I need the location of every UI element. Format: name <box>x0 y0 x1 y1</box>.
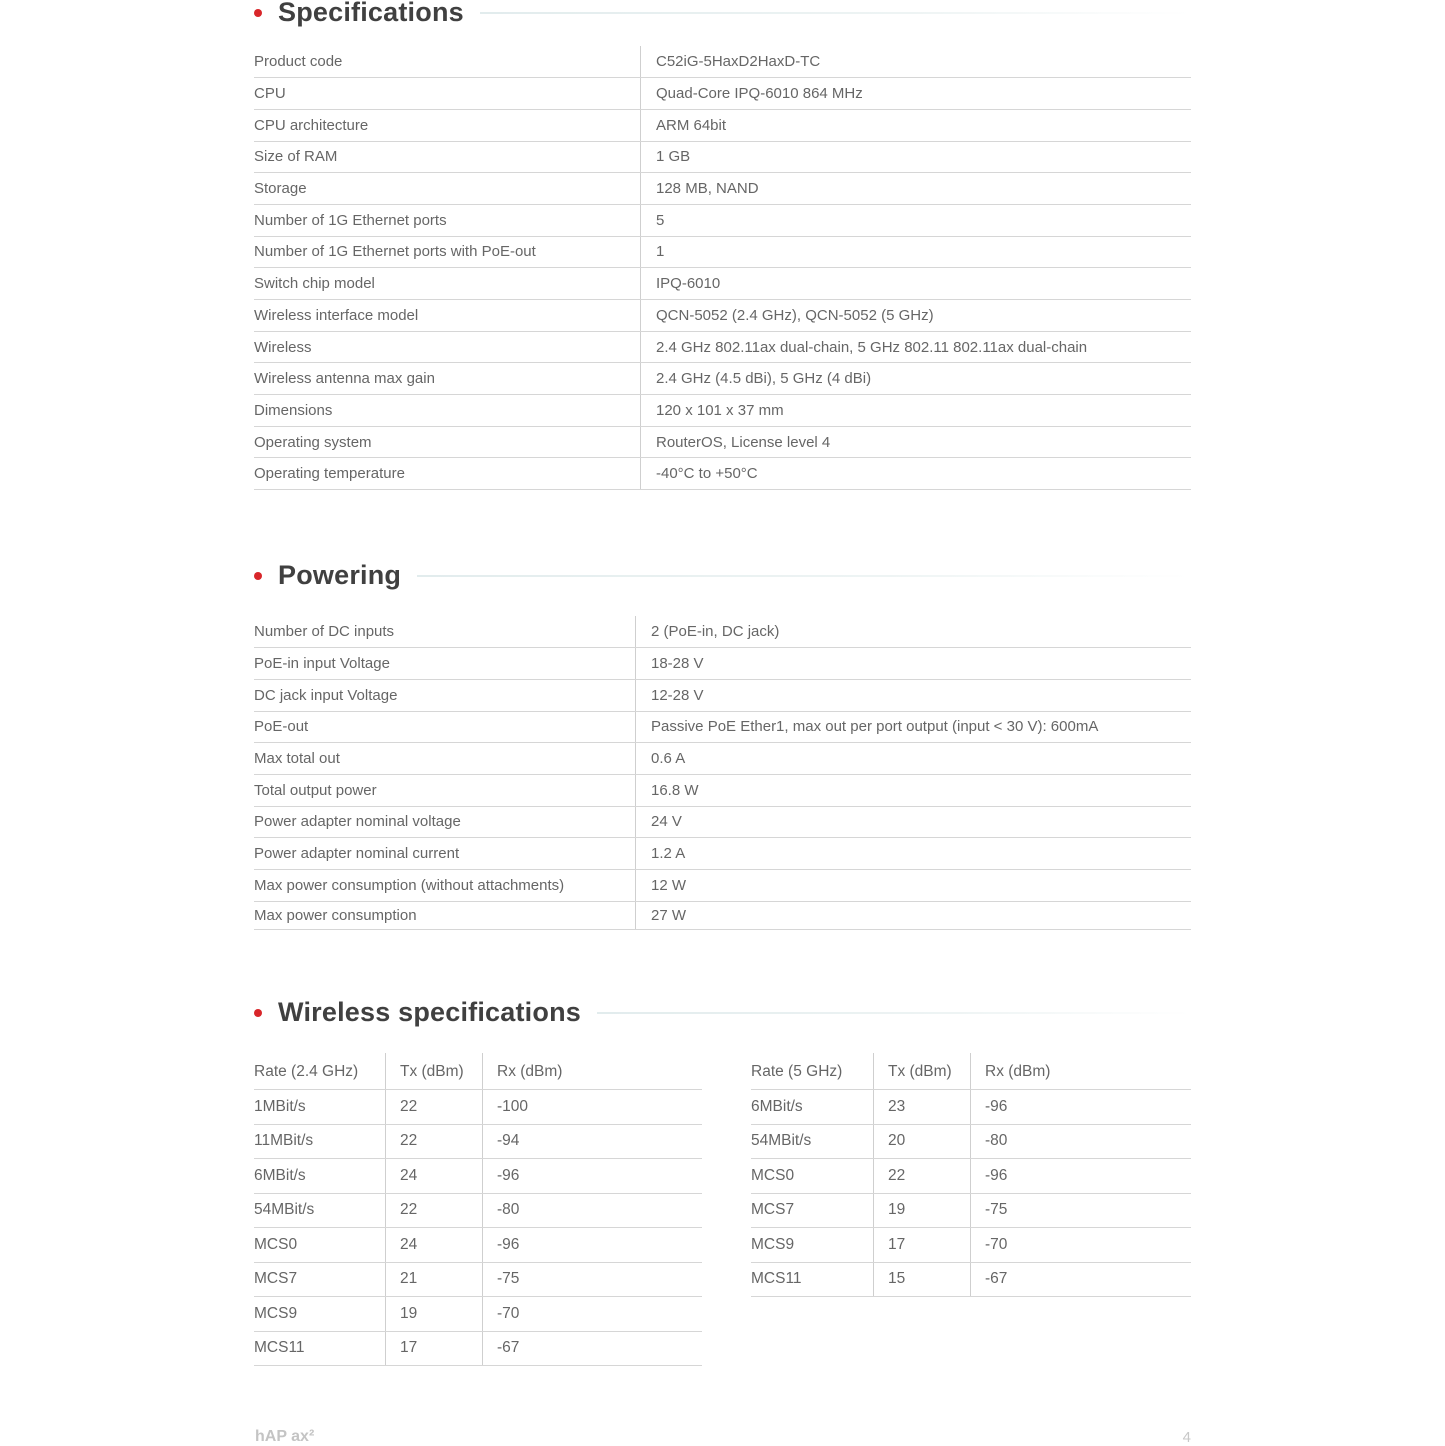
table-row <box>254 1124 702 1159</box>
spec-value: ARM 64bit <box>641 109 1192 141</box>
bullet-icon <box>254 572 262 580</box>
rate-cell: MCS11 <box>751 1262 874 1297</box>
spec-label: Max power consumption <box>254 901 636 929</box>
rate-cell: 54MBit/s <box>751 1124 874 1159</box>
page-number: 4 <box>1182 1429 1191 1446</box>
spec-value: 2 (PoE-in, DC jack) <box>636 616 1192 648</box>
column-header-rx: Rx (dBm) <box>971 1053 1192 1090</box>
spec-label: Size of RAM <box>254 141 641 173</box>
table-row <box>254 78 1191 110</box>
tx-cell: 22 <box>386 1090 483 1125</box>
table-row <box>254 648 1191 680</box>
spec-label: Number of 1G Ethernet ports with PoE-out <box>254 236 641 268</box>
tx-cell: 22 <box>386 1193 483 1228</box>
spec-label: Number of DC inputs <box>254 616 636 648</box>
tx-cell: 17 <box>386 1331 483 1366</box>
table-row <box>751 1193 1191 1228</box>
spec-label: Storage <box>254 173 641 205</box>
spec-value: 12 W <box>636 870 1192 902</box>
spec-label: Wireless antenna max gain <box>254 363 641 395</box>
tx-cell: 19 <box>874 1193 971 1228</box>
spec-value: 2.4 GHz 802.11ax dual-chain, 5 GHz 802.11 802.11ax dual-chain <box>641 331 1192 363</box>
spec-label: Operating system <box>254 426 641 458</box>
rx-cell: -67 <box>483 1331 703 1366</box>
spec-label: Power adapter nominal current <box>254 838 636 870</box>
wireless-table-2-4ghz <box>254 1053 702 1366</box>
table-row <box>751 1262 1191 1297</box>
spec-value: -40°C to +50°C <box>641 458 1192 490</box>
spec-label: CPU architecture <box>254 109 641 141</box>
table-row <box>254 743 1191 775</box>
tx-cell: 19 <box>386 1297 483 1332</box>
column-header-rx: Rx (dBm) <box>483 1053 703 1090</box>
table-row <box>254 300 1191 332</box>
section-title-powering: Powering <box>278 560 402 590</box>
table-row <box>254 1228 702 1263</box>
spec-label: PoE-in input Voltage <box>254 648 636 680</box>
spec-value: 27 W <box>636 901 1192 929</box>
spec-label: Switch chip model <box>254 268 641 300</box>
rate-cell: MCS11 <box>254 1331 386 1366</box>
spec-value: 1 GB <box>641 141 1192 173</box>
rx-cell: -80 <box>483 1193 703 1228</box>
table-row <box>254 268 1191 300</box>
rate-cell: 6MBit/s <box>751 1090 874 1125</box>
spec-label: DC jack input Voltage <box>254 679 636 711</box>
table-row <box>254 1090 702 1125</box>
spec-value: 5 <box>641 204 1192 236</box>
bullet-icon <box>254 1009 262 1017</box>
spec-value: 120 x 101 x 37 mm <box>641 395 1192 427</box>
spec-value: 1.2 A <box>636 838 1192 870</box>
rate-cell: 54MBit/s <box>254 1193 386 1228</box>
tx-cell: 17 <box>874 1228 971 1263</box>
spec-value: 0.6 A <box>636 743 1192 775</box>
table-row <box>254 1297 702 1332</box>
spec-label: CPU <box>254 78 641 110</box>
tx-cell: 24 <box>386 1159 483 1194</box>
rate-cell: MCS9 <box>254 1297 386 1332</box>
tx-cell: 15 <box>874 1262 971 1297</box>
spec-label: Max total out <box>254 743 636 775</box>
spec-label: Max power consumption (without attachments) <box>254 870 636 902</box>
rx-cell: -96 <box>971 1090 1192 1125</box>
tx-cell: 20 <box>874 1124 971 1159</box>
section-header-wireless <box>254 997 1191 1028</box>
table-row <box>254 426 1191 458</box>
table-row <box>254 616 1191 648</box>
spec-value: IPQ-6010 <box>641 268 1192 300</box>
table-header-row <box>254 1053 702 1090</box>
section-title-wireless: Wireless specifications <box>278 997 581 1027</box>
powering-table <box>254 616 1191 930</box>
table-row <box>254 173 1191 205</box>
rx-cell: -94 <box>483 1124 703 1159</box>
rx-cell: -96 <box>483 1159 703 1194</box>
section-header-specifications <box>254 0 1191 28</box>
spec-value: Passive PoE Ether1, max out per port output (input < 30 V): 600mA <box>636 711 1192 743</box>
table-row <box>254 363 1191 395</box>
spec-value: 16.8 W <box>636 774 1192 806</box>
spec-value: 1 <box>641 236 1192 268</box>
tx-cell: 22 <box>386 1124 483 1159</box>
spec-label: PoE-out <box>254 711 636 743</box>
tx-cell: 21 <box>386 1262 483 1297</box>
rx-cell: -80 <box>971 1124 1192 1159</box>
column-header-tx: Tx (dBm) <box>874 1053 971 1090</box>
rate-cell: MCS9 <box>751 1228 874 1263</box>
rx-cell: -100 <box>483 1090 703 1125</box>
table-row <box>751 1090 1191 1125</box>
rate-cell: MCS0 <box>254 1228 386 1263</box>
rate-cell: 1MBit/s <box>254 1090 386 1125</box>
tx-cell: 24 <box>386 1228 483 1263</box>
rx-cell: -67 <box>971 1262 1192 1297</box>
table-row <box>751 1124 1191 1159</box>
spec-label: Power adapter nominal voltage <box>254 806 636 838</box>
rx-cell: -75 <box>971 1193 1192 1228</box>
rate-cell: 11MBit/s <box>254 1124 386 1159</box>
table-row <box>254 1159 702 1194</box>
rx-cell: -96 <box>971 1159 1192 1194</box>
rate-cell: MCS7 <box>751 1193 874 1228</box>
spec-label: Operating temperature <box>254 458 641 490</box>
table-row <box>254 204 1191 236</box>
spec-value: 24 V <box>636 806 1192 838</box>
header-divider <box>480 12 1191 14</box>
table-row <box>254 1331 702 1366</box>
table-row <box>254 806 1191 838</box>
rx-cell: -70 <box>483 1297 703 1332</box>
table-row <box>254 679 1191 711</box>
bullet-icon <box>254 9 262 17</box>
column-header-tx: Tx (dBm) <box>386 1053 483 1090</box>
footer-brand: hAP ax² <box>255 1428 315 1445</box>
spec-value: QCN-5052 (2.4 GHz), QCN-5052 (5 GHz) <box>641 300 1192 332</box>
table-row <box>254 458 1191 490</box>
tx-cell: 22 <box>874 1159 971 1194</box>
table-row <box>254 331 1191 363</box>
table-row <box>254 711 1191 743</box>
table-row <box>254 1262 702 1297</box>
column-header-rate: Rate (2.4 GHz) <box>254 1053 386 1090</box>
rx-cell: -96 <box>483 1228 703 1263</box>
tx-cell: 23 <box>874 1090 971 1125</box>
table-row <box>751 1159 1191 1194</box>
spec-value: Quad-Core IPQ-6010 864 MHz <box>641 78 1192 110</box>
table-row <box>254 109 1191 141</box>
spec-label: Product code <box>254 46 641 78</box>
rate-cell: MCS0 <box>751 1159 874 1194</box>
table-row <box>751 1228 1191 1263</box>
rate-cell: MCS7 <box>254 1262 386 1297</box>
spec-value: 2.4 GHz (4.5 dBi), 5 GHz (4 dBi) <box>641 363 1192 395</box>
spec-label: Wireless <box>254 331 641 363</box>
spec-value: 18-28 V <box>636 648 1192 680</box>
header-divider <box>417 575 1191 577</box>
wireless-table-5ghz <box>751 1053 1191 1297</box>
spec-label: Number of 1G Ethernet ports <box>254 204 641 236</box>
section-title-specifications: Specifications <box>278 0 464 27</box>
rate-cell: 6MBit/s <box>254 1159 386 1194</box>
specifications-table <box>254 46 1191 490</box>
column-header-rate: Rate (5 GHz) <box>751 1053 874 1090</box>
table-row <box>254 141 1191 173</box>
spec-label: Wireless interface model <box>254 300 641 332</box>
table-row <box>254 870 1191 902</box>
table-header-row <box>751 1053 1191 1090</box>
table-row <box>254 236 1191 268</box>
spec-value: 12-28 V <box>636 679 1192 711</box>
table-row <box>254 774 1191 806</box>
spec-value: C52iG-5HaxD2HaxD-TC <box>641 46 1192 78</box>
table-row <box>254 901 1191 929</box>
header-divider <box>597 1012 1191 1014</box>
rx-cell: -70 <box>971 1228 1192 1263</box>
rx-cell: -75 <box>483 1262 703 1297</box>
table-row <box>254 395 1191 427</box>
spec-value: RouterOS, License level 4 <box>641 426 1192 458</box>
table-row <box>254 1193 702 1228</box>
spec-label: Total output power <box>254 774 636 806</box>
table-row <box>254 46 1191 78</box>
table-row <box>254 838 1191 870</box>
spec-value: 128 MB, NAND <box>641 173 1192 205</box>
section-header-powering <box>254 560 1191 591</box>
spec-label: Dimensions <box>254 395 641 427</box>
